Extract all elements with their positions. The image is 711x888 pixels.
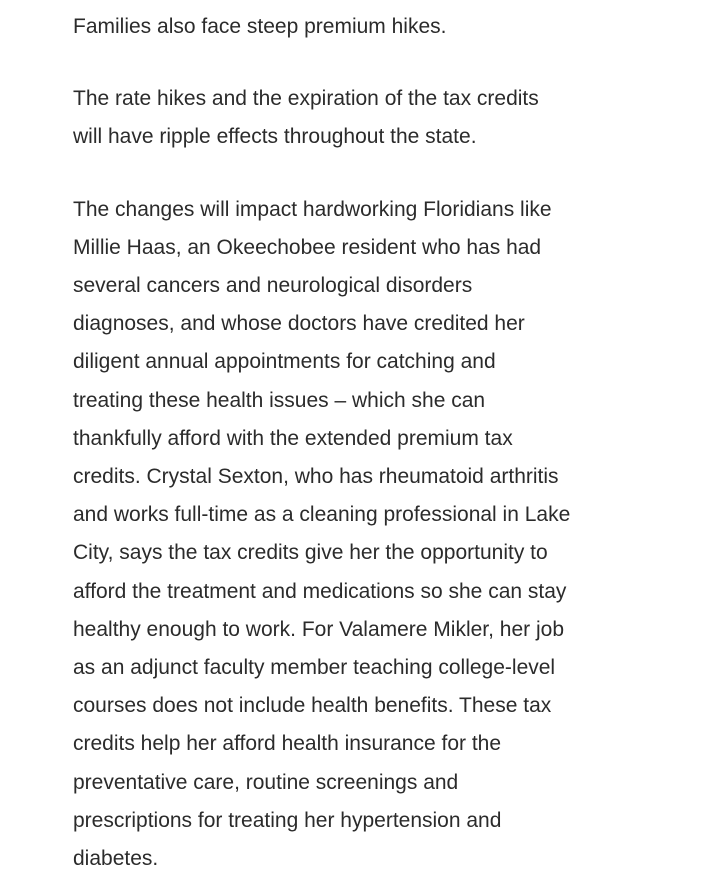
text-line: and works full-time as a cleaning professional in Lake bbox=[73, 503, 571, 527]
text-line: diagnoses, and whose doctors have credited her bbox=[73, 312, 525, 336]
text-line: preventative care, routine screenings and bbox=[73, 770, 459, 794]
text-line: The rate hikes and the expiration of the tax credits bbox=[73, 87, 539, 111]
text-line: as an adjunct faculty member teaching college-level bbox=[73, 656, 556, 680]
paragraph-premium-hikes bbox=[73, 8, 633, 46]
paragraph-ripple-effects bbox=[73, 80, 633, 156]
text-line: diabetes. bbox=[73, 847, 159, 871]
text-line: diligent annual appointments for catching and bbox=[73, 350, 496, 374]
text-line: treating these health issues – which she can bbox=[73, 388, 486, 412]
text-line: courses does not include health benefits. These tax bbox=[73, 694, 552, 718]
paragraph-floridians-impact bbox=[73, 191, 633, 879]
text-line: healthy enough to work. For Valamere Mikler, her job bbox=[73, 617, 565, 641]
text-line: Families also face steep premium hikes. bbox=[73, 15, 447, 38]
text-line: credits help her afford health insurance for the bbox=[73, 732, 502, 756]
text-line: The changes will impact hardworking Floridians like bbox=[73, 197, 552, 221]
text-line: City, says the tax credits give her the opportunity to bbox=[73, 541, 548, 565]
text-line: Millie Haas, an Okeechobee resident who has had bbox=[73, 235, 542, 259]
text-line: thankfully afford with the extended premium tax bbox=[73, 426, 513, 450]
text-line: prescriptions for treating her hypertension and bbox=[73, 808, 502, 832]
article-body bbox=[73, 8, 633, 878]
text-line: will have ripple effects throughout the state. bbox=[73, 125, 477, 149]
paragraph-gap bbox=[73, 157, 633, 191]
paragraph-gap bbox=[73, 46, 633, 80]
text-line: credits. Crystal Sexton, who has rheumatoid arthritis bbox=[73, 465, 559, 489]
text-line: several cancers and neurological disorders bbox=[73, 274, 473, 298]
text-line: afford the treatment and medications so she can stay bbox=[73, 579, 567, 603]
